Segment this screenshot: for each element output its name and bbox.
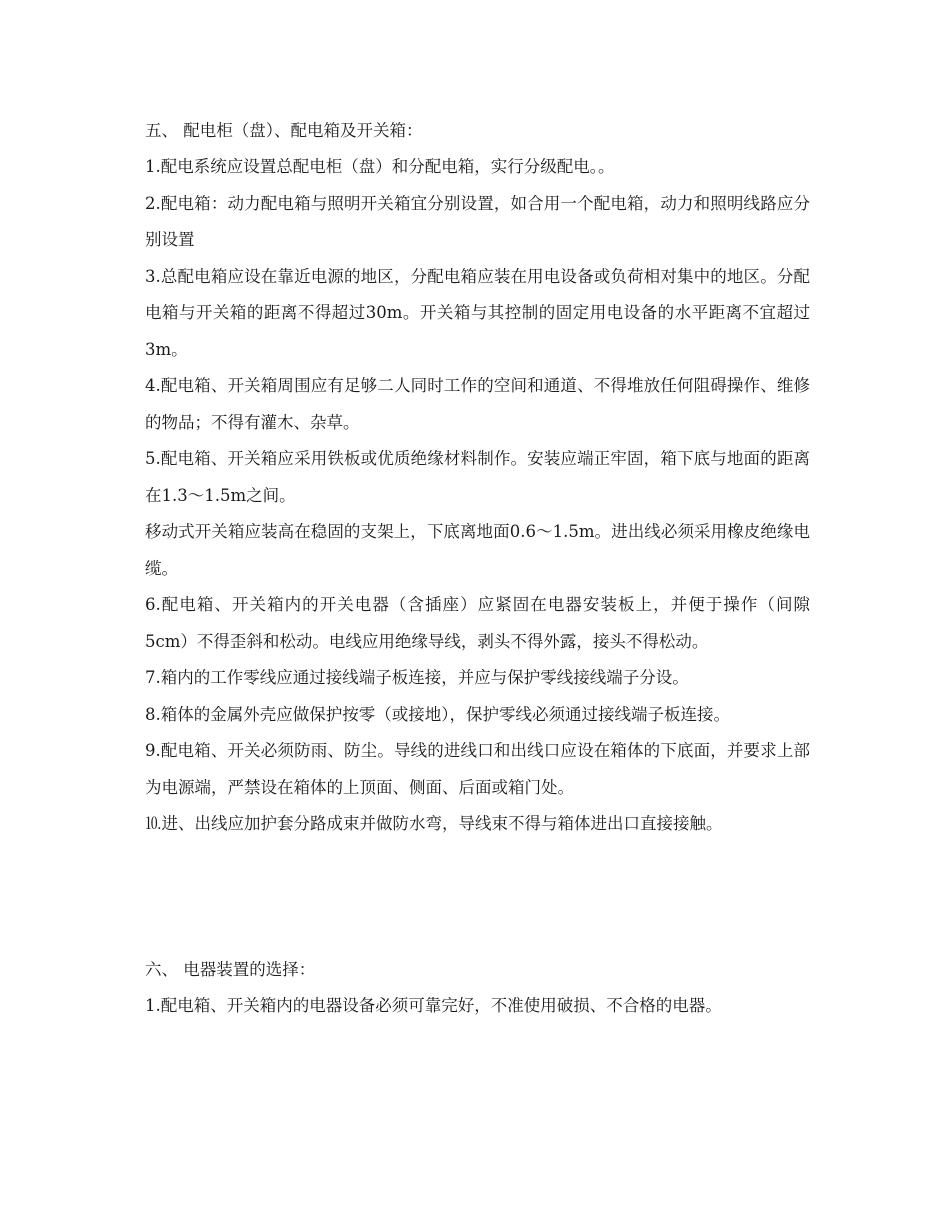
section-5-item-3: 3.总配电箱应设在靠近电源的地区，分配电箱应装在用电设备或负荷相对集中的地区。分配电箱与开关箱的距离不得超过30m。开关箱与其控制的固定用电设备的水平距离不宜超过3m。 [145,266,810,359]
section-5-item-1: 1.配电系统应设置总配电柜（盘）和分配电箱，实行分级配电。。 [145,157,615,176]
section-5-item-6: 6.配电箱、开关箱内的开关电器（含插座）应紧固在电器安装板上，并便于操作（间隙5cm）不得歪斜和松动。电线应用绝缘导线，剥头不得外露，接头不得松动。 [145,595,810,651]
section-5-item-10: ⒑进、出线应加护套分路成束并做防水弯，导线束不得与箱体进出口直接接触。 [145,814,723,833]
section-6-item-1: 1.配电箱、开关箱内的电器设备必须可靠完好，不准使用破损、不合格的电器。 [145,995,722,1015]
document-page [145,112,810,1024]
section-5-item-7: 7.箱内的工作零线应通过接线端子板连接，并应与保护零线接线端子分设。 [145,668,689,687]
section-5-item-9: 9.配电箱、开关必须防雨、防尘。导线的进线口和出线口应设在箱体的下底面，并要求上部为电源端，严禁设在箱体的上顶面、侧面、后面或箱门处。 [145,741,810,797]
section-5-title: 五、 配电柜（盘）、配电箱及开关箱： [145,121,423,140]
section-6-title: 六、 电器装置的选择： [145,959,316,979]
section-5-item-8: 8.箱体的金属外壳应做保护按零（或接地），保护零线必须通过接线端子板连接。 [145,704,730,724]
section-spacer [145,843,810,951]
section-5-item-2: 2.配电箱：动力配电箱与照明开关箱宜分别设置，如合用一个配电箱，动力和照明线路应分别设置 [145,193,810,249]
section-5-item-4: 4.配电箱、开关箱周围应有足够二人同时工作的空间和通道、不得堆放任何阻碍操作、维修的物品；不得有灌木、杂草。 [145,376,810,432]
section-5-item-5: 5.配电箱、开关箱应采用铁板或优质绝缘材料制作。安装应端正牢固，箱下底与地面的距离在1.3～1.5m之间。 [145,449,810,505]
section-5-item-5-mobile: 移动式开关箱应装高在稳固的支架上，下底离地面0.6～1.5m。进出线必须采用橡皮绝缘电缆。 [145,522,810,578]
